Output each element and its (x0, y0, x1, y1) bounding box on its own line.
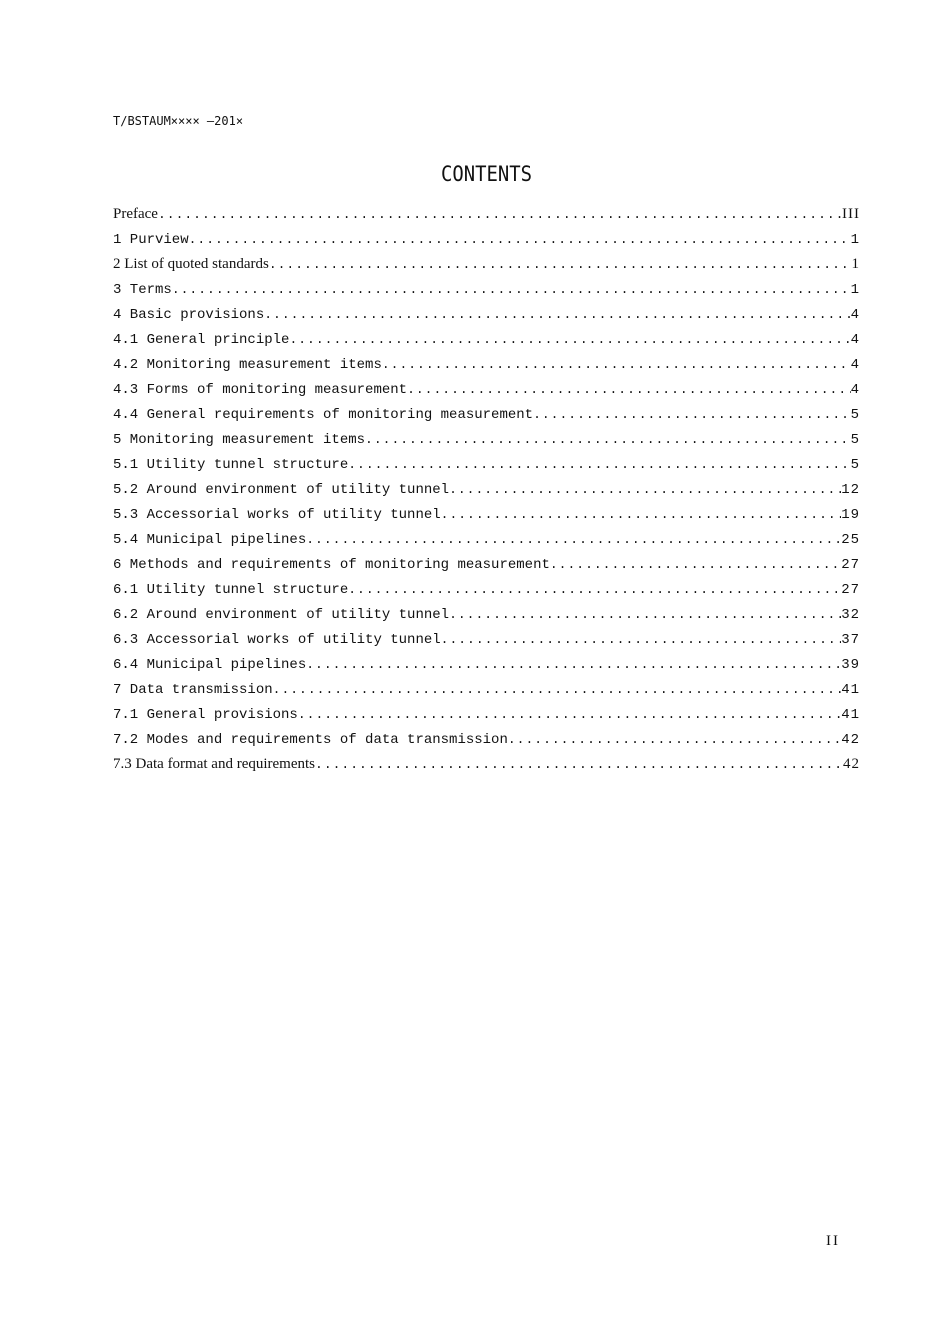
toc-entry-page: 42 (843, 756, 860, 772)
toc-entry-page: 4 (850, 332, 860, 348)
toc-entry[interactable] (113, 202, 860, 227)
toc-entry-page: 4 (850, 357, 860, 373)
toc-entry-page: 19 (841, 507, 860, 523)
toc-entry-page: 27 (841, 582, 860, 598)
toc-entry-label: 7.2 Modes and requirements of data transmission (113, 732, 508, 748)
document-code: T/BSTAUM×××× —201× (113, 114, 244, 128)
toc-entry-label: 6 Methods and requirements of monitoring measurement (113, 557, 550, 573)
toc-entry[interactable] (113, 577, 860, 602)
toc-entry-label: 4 Basic provisions (113, 307, 265, 323)
toc-entry[interactable] (113, 277, 860, 302)
toc-entry-label: 7.1 General provisions (113, 707, 298, 723)
toc-entry-label: 5.4 Municipal pipelines (113, 532, 307, 548)
toc-entry[interactable] (113, 527, 860, 552)
toc-dot-leader (172, 277, 851, 302)
toc-entry[interactable] (113, 327, 860, 352)
toc-dot-leader (289, 327, 850, 352)
table-of-contents (113, 202, 860, 777)
toc-dot-leader (348, 452, 850, 477)
toc-entry-page: 32 (841, 607, 860, 623)
toc-entry-label: 2 List of quoted standards (113, 256, 269, 272)
toc-entry[interactable] (113, 402, 860, 427)
toc-dot-leader (365, 427, 851, 452)
toc-entry-label: 4.1 General principle (113, 332, 290, 348)
toc-entry-label: 4.2 Monitoring measurement items (113, 357, 382, 373)
toc-dot-leader (306, 527, 841, 552)
toc-entry-page: 37 (841, 632, 860, 648)
toc-dot-leader (298, 702, 841, 727)
toc-entry[interactable] (113, 702, 860, 727)
toc-entry[interactable] (113, 677, 860, 702)
toc-entry[interactable] (113, 627, 860, 652)
toc-dot-leader (382, 352, 851, 377)
toc-entry[interactable] (113, 727, 860, 752)
toc-entry-page: 4 (850, 382, 860, 398)
toc-entry-label: 5 Monitoring measurement items (113, 432, 366, 448)
toc-dot-leader (264, 302, 850, 327)
toc-entry-page: III (842, 206, 860, 222)
page-title: CONTENTS (440, 162, 533, 186)
toc-entry[interactable] (113, 377, 860, 402)
toc-dot-leader (158, 202, 842, 227)
page-number: II (826, 1233, 840, 1249)
toc-entry-label: 7 Data transmission (113, 682, 273, 698)
toc-entry[interactable] (113, 352, 860, 377)
toc-dot-leader (533, 402, 851, 427)
toc-entry-page: 12 (841, 482, 860, 498)
toc-dot-leader (407, 377, 851, 402)
toc-entry-page: 5 (850, 457, 860, 473)
toc-dot-leader (348, 577, 841, 602)
toc-dot-leader (449, 477, 841, 502)
toc-entry-label: 1 Purview (113, 232, 189, 248)
toc-entry-page: 5 (850, 432, 860, 448)
toc-dot-leader (441, 502, 842, 527)
toc-entry[interactable] (113, 752, 860, 777)
toc-entry-label: 6.3 Accessorial works of utility tunnel (113, 632, 441, 648)
toc-entry[interactable] (113, 552, 860, 577)
toc-entry-label: 7.3 Data format and requirements (113, 756, 316, 772)
toc-entry-label: 5.2 Around environment of utility tunnel (113, 482, 450, 498)
toc-entry[interactable] (113, 302, 860, 327)
toc-entry[interactable] (113, 502, 860, 527)
toc-entry-label: 4.3 Forms of monitoring measurement (113, 382, 408, 398)
toc-dot-leader (189, 227, 851, 252)
toc-entry-label: 4.4 General requirements of monitoring measurement (113, 407, 534, 423)
toc-entry[interactable] (113, 452, 860, 477)
toc-entry[interactable] (113, 252, 860, 277)
toc-entry-page: 41 (841, 682, 860, 698)
toc-dot-leader (315, 752, 843, 777)
toc-entry-page: 25 (841, 532, 860, 548)
toc-entry-page: 5 (850, 407, 860, 423)
toc-entry-label: 5.1 Utility tunnel structure (113, 457, 349, 473)
toc-entry-label: 6.2 Around environment of utility tunnel (113, 607, 450, 623)
toc-entry-page: 4 (850, 307, 860, 323)
toc-entry-page: 1 (850, 232, 860, 248)
toc-entry[interactable] (113, 652, 860, 677)
toc-dot-leader (449, 602, 841, 627)
toc-entry-page: 39 (841, 657, 860, 673)
toc-entry-label: 3 Terms (113, 282, 172, 298)
toc-entry[interactable] (113, 227, 860, 252)
toc-dot-leader (441, 627, 842, 652)
toc-dot-leader (273, 677, 842, 702)
toc-dot-leader (550, 552, 841, 577)
toc-dot-leader (508, 727, 841, 752)
toc-entry-page: 41 (841, 707, 860, 723)
toc-entry-label: 6.1 Utility tunnel structure (113, 582, 349, 598)
toc-dot-leader (269, 252, 852, 277)
toc-entry[interactable] (113, 477, 860, 502)
toc-entry-page: 42 (841, 732, 860, 748)
toc-entry-page: 1 (850, 282, 860, 298)
toc-dot-leader (306, 652, 841, 677)
toc-entry-label: 5.3 Accessorial works of utility tunnel (113, 507, 441, 523)
toc-entry-label: Preface (113, 206, 158, 222)
toc-entry-page: 1 (851, 256, 860, 272)
toc-entry[interactable] (113, 427, 860, 452)
toc-entry[interactable] (113, 602, 860, 627)
toc-entry-page: 27 (841, 557, 860, 573)
toc-entry-label: 6.4 Municipal pipelines (113, 657, 307, 673)
